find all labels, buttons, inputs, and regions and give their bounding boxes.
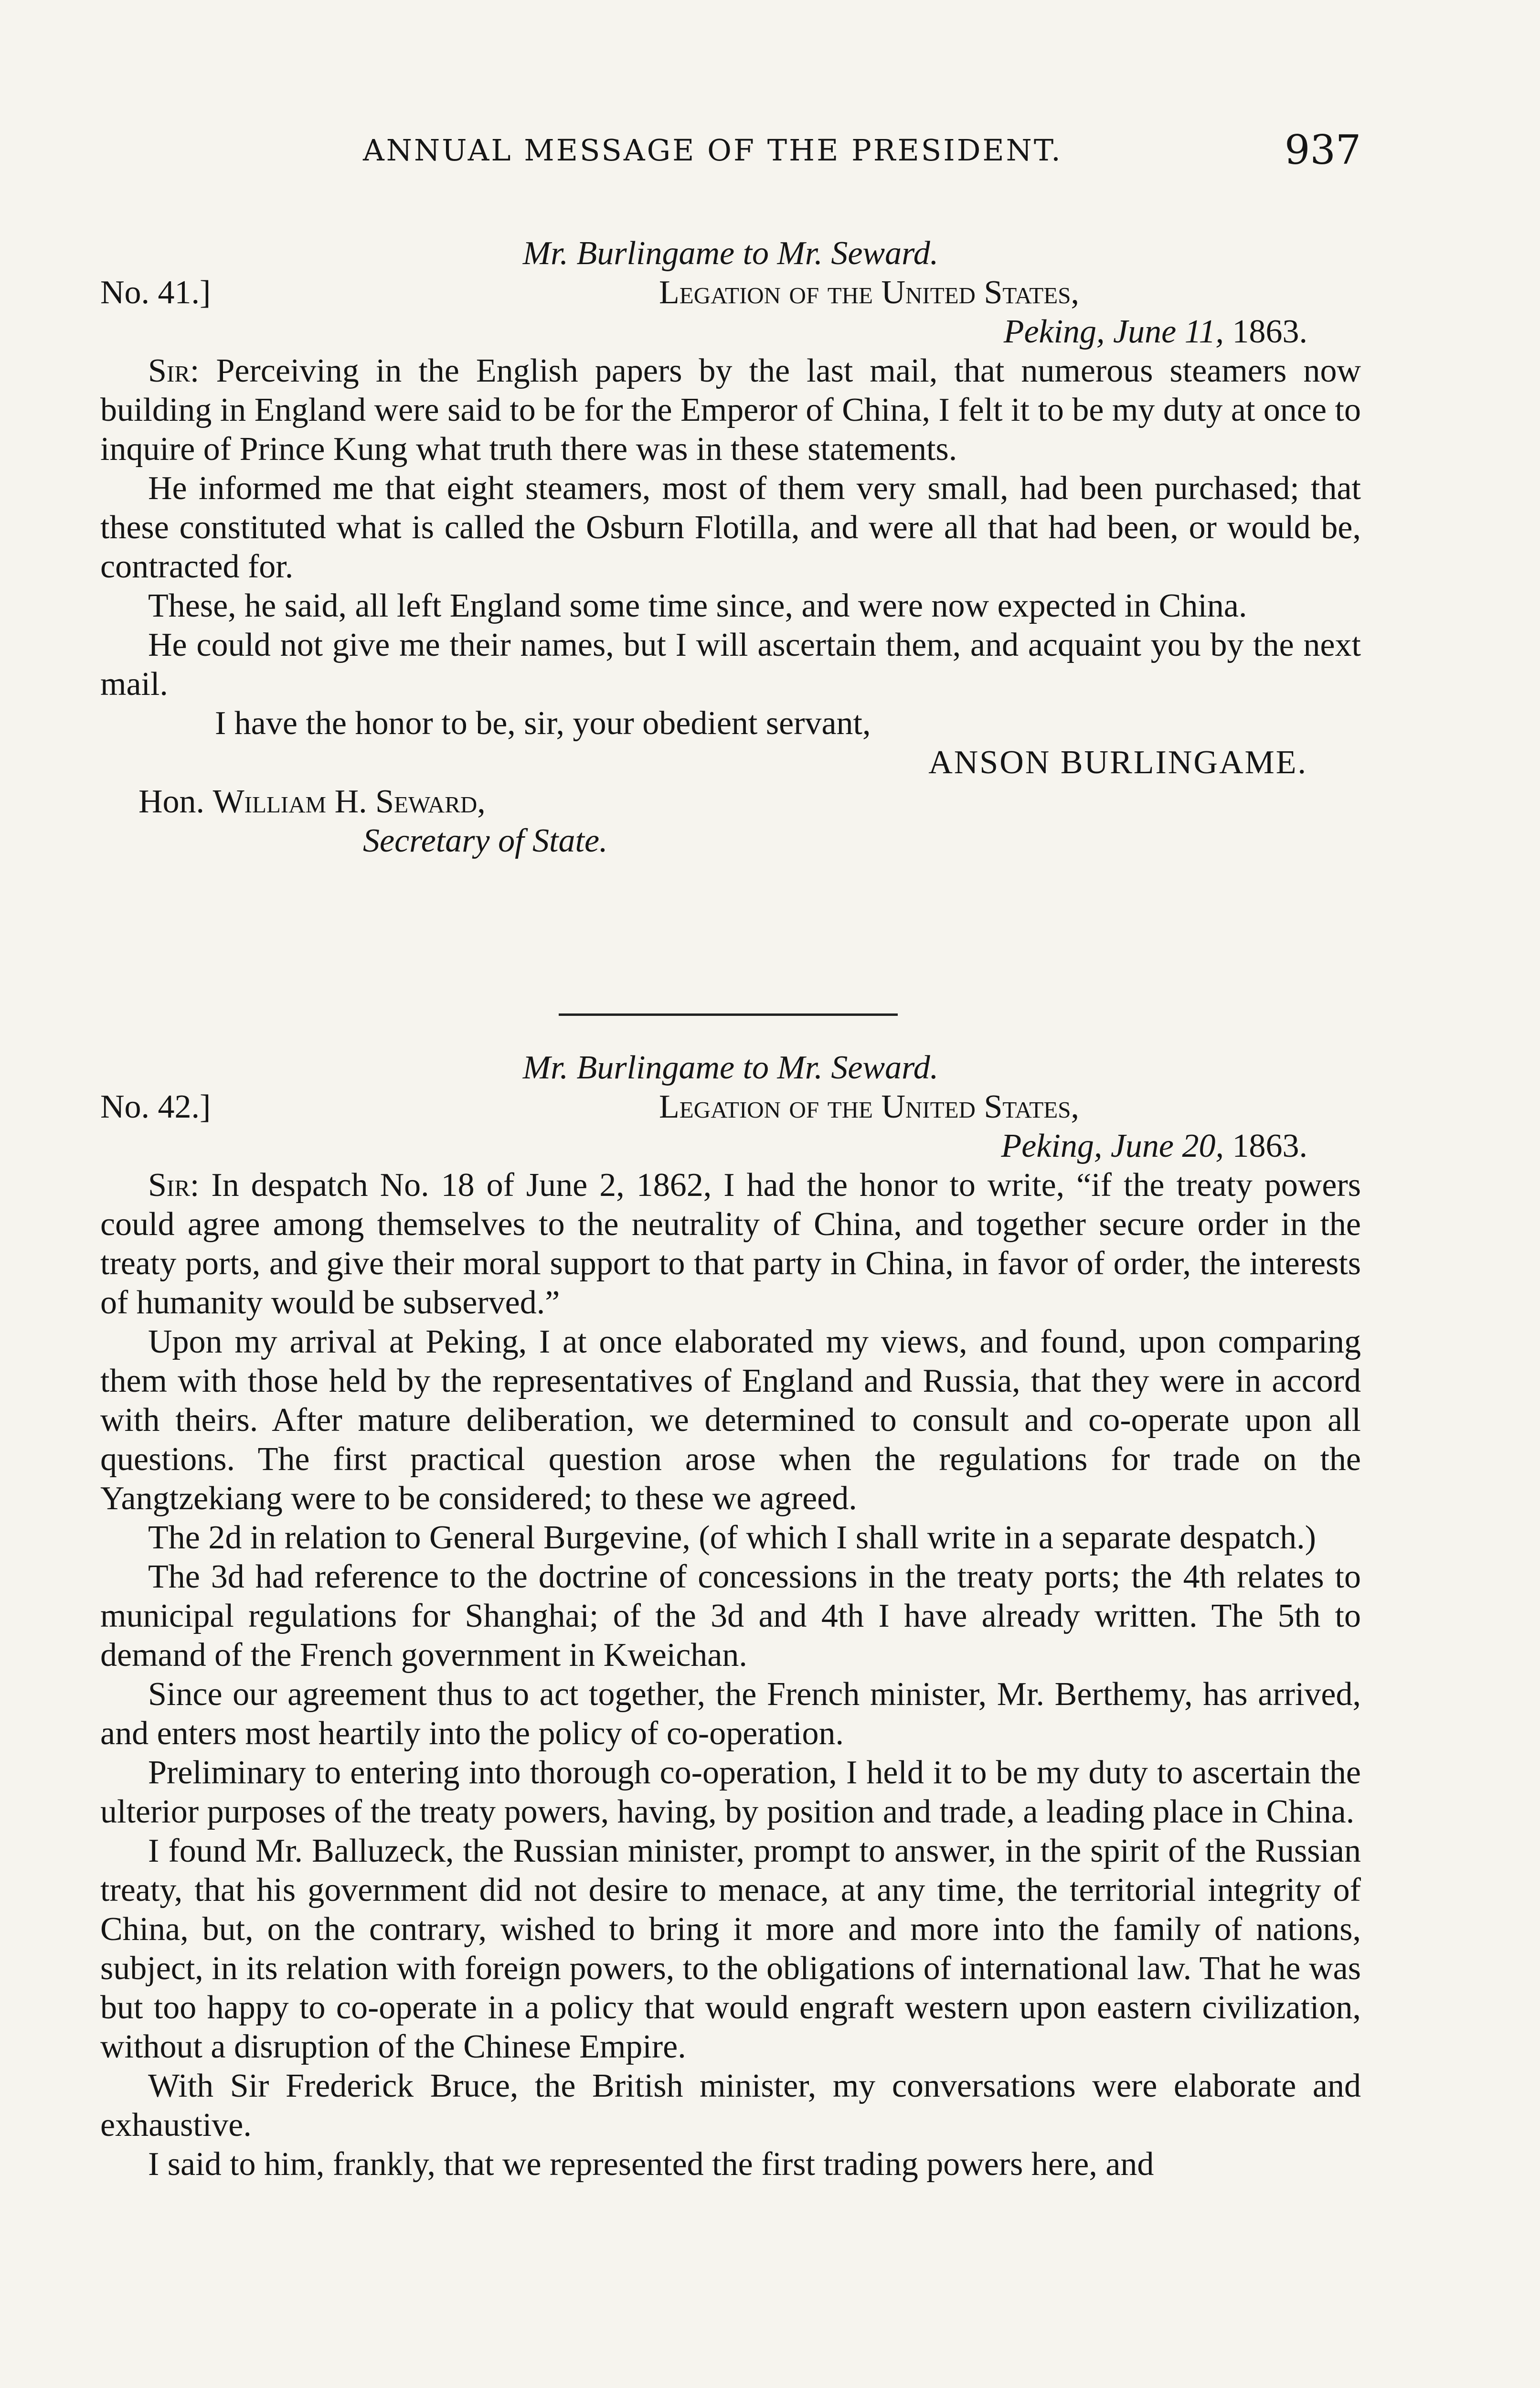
addressee-title: Secretary of State. (363, 822, 608, 859)
signature: ANSON BURLINGAME. (928, 744, 1307, 781)
despatch-number: No. 41.] (100, 274, 211, 311)
salutation: Sir: (148, 1167, 200, 1204)
paragraph (100, 1166, 1361, 1322)
closing: I have the honor to be, sir, your obedient servant, (215, 705, 871, 742)
legation-line: Legation of the United States, (659, 1088, 1079, 1125)
paragraph: Upon my arrival at Peking, I at once elaborated my views, and found, upon comparing them with those held by the representatives of England and Russia, that they were in accord with theirs. After mature deliberation, we determined to consult and co-operate upon all questions. The first practical question arose when the regulations for trade on the Yangtzekiang were to be considered; to these we agreed. (100, 1323, 1361, 1517)
dateline (100, 312, 1361, 352)
running-head: ANNUAL MESSAGE OF THE PRESIDENT. (363, 133, 1062, 168)
dateline-month-day: June 20, (1110, 1128, 1224, 1164)
addressee-name: William H. Seward, (212, 783, 486, 820)
addressee-hon: Hon. (138, 783, 205, 820)
dateline-location: Peking, (1001, 1128, 1103, 1164)
paragraph: I found Mr. Balluzeck, the Russian minister, prompt to answer, in the spirit of the Russian treaty, that his government did not desire to menace, at any time, the territorial integrity of China, but, on the contrary, wished to bring it more and more into the family of nations, subject, in its relation with foreign powers, to the obligations of international law. That he was but too happy to co-operate in a policy that would engraft western upon eastern civilization, without a disruption of the Chinese Empire. (100, 1833, 1361, 2065)
paragraph: Since our agreement thus to act together, the French minister, Mr. Berthemy, has arrived, and enters most heartily into the policy of co-operation. (100, 1676, 1361, 1752)
paragraph: He informed me that eight steamers, most of them very small, had been purchased; that these constituted what is called the Osburn Flotilla, and were all that had been, or would be, contracted for. (100, 470, 1361, 585)
letter-number-line (100, 1087, 1361, 1127)
paragraph-text: In despatch No. 18 of June 2, 1862, I had the honor to write, “if the treaty powers could agree among themselves to the neutrality of China, and together secure order in the treaty ports, and give their moral support to that party in China, in favor of order, the interests of humanity would be subserved.” (100, 1167, 1361, 1321)
salutation: Sir: (148, 352, 200, 389)
letter-heading: Mr. Burlingame to Mr. Seward. (522, 235, 939, 272)
letter-no-42 (100, 1048, 1361, 2184)
paragraph: With Sir Frederick Bruce, the British minister, my conversations were elaborate and exhaustive. (100, 2068, 1361, 2143)
paragraph: I said to him, frankly, that we represented the first trading powers here, and (148, 2146, 1154, 2183)
dateline-month-day: June 11, (1113, 313, 1224, 350)
addressee (100, 782, 1361, 821)
dateline-year: 1863. (1232, 1128, 1307, 1164)
dateline-year: 1863. (1232, 313, 1307, 350)
paragraph: Preliminary to entering into thorough co-operation, I held it to be my duty to ascertain the ulterior purposes of the treaty powers, having, by position and trade, a leading place in China. (100, 1754, 1361, 1830)
paragraph: He could not give me their names, but I will ascertain them, and acquaint you by the next mail. (100, 627, 1361, 703)
paragraph: The 3d had reference to the doctrine of concessions in the treaty ports; the 4th relates to municipal regulations for Shanghai; of the 3d and 4th I have already written. The 5th to demand of the French government in Kweichan. (100, 1558, 1361, 1674)
paragraph: These, he said, all left England some time since, and were now expected in China. (148, 587, 1247, 624)
letter-number-line (100, 273, 1361, 312)
paragraph (100, 352, 1361, 469)
section-divider (559, 1013, 898, 1016)
legation-line: Legation of the United States, (659, 274, 1079, 311)
letter-no-41 (100, 234, 1361, 861)
despatch-number: No. 42.] (100, 1088, 211, 1125)
dateline (100, 1127, 1361, 1166)
dateline-location: Peking, (1003, 313, 1105, 350)
paragraph: The 2d in relation to General Burgevine, (of which I shall write in a separate despatch.) (148, 1519, 1316, 1556)
paragraph-text: Perceiving in the English papers by the last mail, that numerous steamers now building in England were said to be for the Emperor of China, I felt it to be my duty at once to inquire of Prince Kung what truth there was in these statements. (100, 352, 1361, 468)
page-number: 937 (1285, 127, 1361, 173)
letter-heading: Mr. Burlingame to Mr. Seward. (522, 1049, 939, 1086)
